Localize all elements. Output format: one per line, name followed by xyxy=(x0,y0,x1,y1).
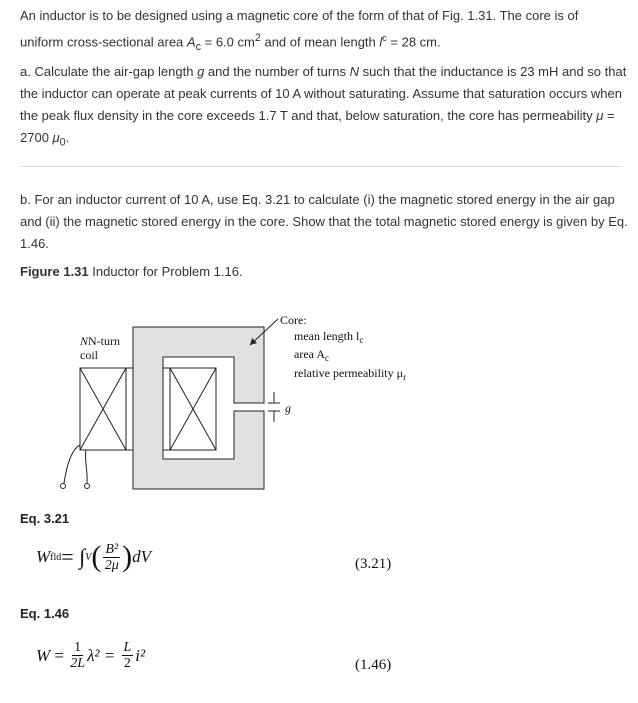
eq-146: W = $\frac{1}{2L}$ λ² = $\frac{L}{2}$ i² xyxy=(36,640,146,671)
lead-wire xyxy=(64,445,80,483)
terminal xyxy=(85,484,90,489)
gap-marker xyxy=(268,392,280,422)
svg-text:area Ac: area $A_c$ xyxy=(294,347,329,363)
svg-text:mean length lc: mean length $l_c$ xyxy=(294,329,364,345)
inductor-figure xyxy=(0,300,420,500)
eq-146-number: (1.46) xyxy=(355,657,392,673)
figure-caption: Figure 1.31 Inductor for Problem 1.16. xyxy=(20,264,243,279)
divider xyxy=(20,166,622,167)
lead-wire xyxy=(85,450,87,483)
eq-321-heading: Eq. 3.21 xyxy=(20,511,70,526)
part-b-paragraph: b. For an inductor current of 10 A, use Eq. 3.21 to calculate (i) the magnetic stored energy in the air gap and (ii) the magnetic stored energy in the core. Show that the total magnetic stored energy is given by Eq. 1.46. xyxy=(20,192,628,251)
coil-right xyxy=(170,368,216,450)
eq-146-heading: Eq. 1.46 xyxy=(20,606,70,621)
eq-321-number: (3.21) xyxy=(355,556,392,572)
intro-paragraph: An inductor is to be designed using a magnetic core of the form of that of Fig. 1.31. The core is of uniform cross-sectional area $A_c = 6.0$ $cm^2$ and of mean length $l^c = 28$ cm. xyxy=(20,8,579,53)
part-a-paragraph: a. Calculate the air-gap length g and the number of turns N such that the inductance is 23 mH and so that the inductor can operate at peak currents of 10 A without saturating. Assume that saturation occurs when the peak flux density in the core exceeds 1.7 T and that, below saturation, the core has permeability μ = 2700 $\mu_0$. xyxy=(20,64,627,149)
coil-left xyxy=(80,368,126,450)
svg-text:relative permeability μr: relative permeability $\mu_r$ xyxy=(294,366,407,382)
coil-label: NN-turn xyxy=(80,334,121,348)
terminal xyxy=(61,484,66,489)
gap-label: g xyxy=(285,401,291,415)
core-title: Core: xyxy=(280,313,307,327)
eq-321: W fld = ∫ V ( $\frac{\text{B²}}{2\mu}$ ) dV xyxy=(36,540,151,573)
coil-label: coil xyxy=(80,348,98,362)
